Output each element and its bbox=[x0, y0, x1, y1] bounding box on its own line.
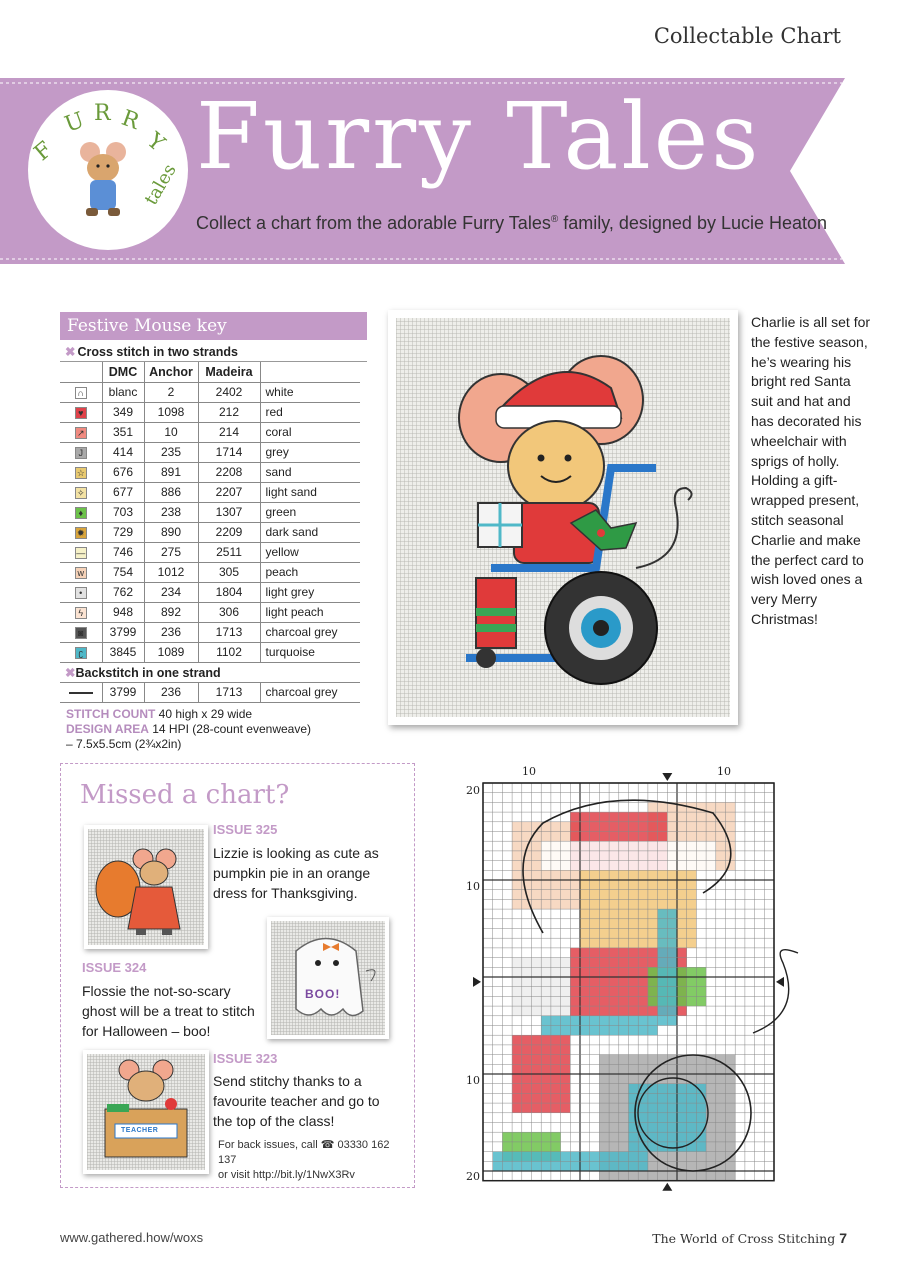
key-title: Festive Mouse key bbox=[60, 312, 367, 340]
dmc-code: 762 bbox=[102, 582, 144, 602]
thread-symbol-icon: ☆ bbox=[60, 462, 102, 482]
colour-name: white bbox=[260, 382, 360, 402]
teacher-mouse-image bbox=[87, 1054, 205, 1170]
flossie-ghost-image bbox=[271, 921, 385, 1035]
anchor-code: 892 bbox=[144, 602, 198, 622]
anchor-code: 886 bbox=[144, 482, 198, 502]
thread-symbol-icon: • bbox=[60, 582, 102, 602]
boo-text: BOO! bbox=[305, 987, 341, 1001]
issue-324-thumbnail bbox=[267, 917, 389, 1039]
backstitch-line-icon bbox=[60, 682, 102, 702]
key-row bbox=[60, 642, 360, 662]
key-row bbox=[60, 482, 360, 502]
madeira-code: 212 bbox=[198, 402, 260, 422]
back-issues-link[interactable]: or visit http://bit.ly/1NwX3Rv bbox=[218, 1169, 355, 1181]
madeira-code: 2208 bbox=[198, 462, 260, 482]
chart-description: Charlie is all set for the festive season, he’s wearing his bright red Santa suit and hat and has decorated his wheelchair with sprigs of holly. Holding a gift-wrapped present, stitch seasonal Charlie and make the perfect card to wish loved ones a very Merry Christmas! bbox=[751, 314, 871, 627]
colour-name: light sand bbox=[260, 482, 360, 502]
svg-text:F: F bbox=[29, 137, 58, 167]
thread-symbol-icon: ϟ bbox=[60, 602, 102, 622]
thread-symbol-icon: ✹ bbox=[60, 522, 102, 542]
dmc-header: DMC bbox=[102, 362, 144, 382]
svg-text:tales: tales bbox=[140, 160, 181, 209]
dmc-code: 729 bbox=[102, 522, 144, 542]
page-number: 7 bbox=[839, 1230, 847, 1246]
colour-name: green bbox=[260, 502, 360, 522]
svg-text:Y: Y bbox=[141, 128, 170, 157]
colour-name: grey bbox=[260, 442, 360, 462]
stitch-info: STITCH COUNT 40 high x 29 wide DESIGN AREA 14 HPI (28-count evenweave) – 7.5x5.5cm (2¾x2in) bbox=[66, 707, 366, 752]
madeira-code: 1307 bbox=[198, 502, 260, 522]
thread-key bbox=[60, 312, 367, 703]
colour-name: light grey bbox=[260, 582, 360, 602]
cross-icon: ✖ bbox=[65, 345, 76, 359]
issue-324-text: Flossie the not-so-scary ghost will be a treat to stitch for Halloween – boo! bbox=[82, 983, 255, 1039]
backstitch-name: charcoal grey bbox=[260, 682, 360, 702]
key-row bbox=[60, 442, 360, 462]
key-row bbox=[60, 382, 360, 402]
thread-symbol-icon: ↗ bbox=[60, 422, 102, 442]
backstitch-heading-row bbox=[60, 662, 360, 682]
design-area: 14 HPI (28-count evenweave) bbox=[152, 722, 312, 736]
colour-name: turquoise bbox=[260, 642, 360, 662]
anchor-code: 1089 bbox=[144, 642, 198, 662]
stitched-photo bbox=[388, 310, 738, 725]
key-rows bbox=[60, 382, 360, 662]
key-table bbox=[60, 362, 360, 703]
anchor-code: 1012 bbox=[144, 562, 198, 582]
charlie-mouse-image bbox=[396, 318, 730, 717]
key-row bbox=[60, 562, 360, 582]
key-row bbox=[60, 622, 360, 642]
anchor-code: 890 bbox=[144, 522, 198, 542]
backstitch-dmc: 3799 bbox=[102, 682, 144, 702]
madeira-code: 214 bbox=[198, 422, 260, 442]
colour-name: sand bbox=[260, 462, 360, 482]
page-title: Furry Tales bbox=[196, 83, 762, 190]
anchor-code: 10 bbox=[144, 422, 198, 442]
anchor-code: 2 bbox=[144, 382, 198, 402]
key-header-row bbox=[60, 362, 360, 382]
dmc-code: 677 bbox=[102, 482, 144, 502]
backstitch-row bbox=[60, 682, 360, 702]
key-row bbox=[60, 462, 360, 482]
chart-top-label-1: 10 bbox=[522, 765, 536, 778]
thread-symbol-icon: J bbox=[60, 442, 102, 462]
dmc-code: blanc bbox=[102, 382, 144, 402]
key-row bbox=[60, 542, 360, 562]
colour-name: dark sand bbox=[260, 522, 360, 542]
issue-325-thumbnail bbox=[84, 825, 208, 949]
colour-name: coral bbox=[260, 422, 360, 442]
madeira-code: 2209 bbox=[198, 522, 260, 542]
anchor-code: 1098 bbox=[144, 402, 198, 422]
symbol-header bbox=[60, 362, 102, 382]
anchor-header: Anchor bbox=[144, 362, 198, 382]
chart-left-label-4: 20 bbox=[466, 1170, 480, 1183]
backstitch-heading: ✖Backstitch in one strand bbox=[60, 662, 360, 682]
chart-left-label-2: 10 bbox=[466, 880, 480, 893]
key-row bbox=[60, 602, 360, 622]
dmc-code: 414 bbox=[102, 442, 144, 462]
teacher-sign-text: TEACHER bbox=[121, 1127, 159, 1134]
anchor-code: 234 bbox=[144, 582, 198, 602]
madeira-code: 1804 bbox=[198, 582, 260, 602]
madeira-code: 2207 bbox=[198, 482, 260, 502]
colour-header bbox=[260, 362, 360, 382]
dmc-code: 754 bbox=[102, 562, 144, 582]
anchor-code: 275 bbox=[144, 542, 198, 562]
issue-325-label: ISSUE 325 bbox=[213, 822, 278, 837]
issue-323-label: ISSUE 323 bbox=[213, 1051, 278, 1066]
lizzie-mouse-image bbox=[88, 829, 204, 945]
dmc-code: 746 bbox=[102, 542, 144, 562]
backstitch-anchor: 236 bbox=[144, 682, 198, 702]
issue-325-text: Lizzie is looking as cute as pumpkin pie in an orange dress for Thanksgiving. bbox=[213, 845, 379, 901]
page-subtitle: Collect a chart from the adorable Furry Tales® family, designed by Lucie Heaton bbox=[196, 213, 828, 233]
dmc-code: 349 bbox=[102, 402, 144, 422]
dmc-code: 3845 bbox=[102, 642, 144, 662]
svg-text:R: R bbox=[94, 101, 111, 126]
svg-text:U: U bbox=[61, 107, 88, 138]
colour-name: yellow bbox=[260, 542, 360, 562]
madeira-code: 306 bbox=[198, 602, 260, 622]
madeira-code: 1102 bbox=[198, 642, 260, 662]
colour-name: charcoal grey bbox=[260, 622, 360, 642]
key-row bbox=[60, 522, 360, 542]
issue-324-label: ISSUE 324 bbox=[82, 960, 147, 975]
chart-grid bbox=[440, 765, 820, 1205]
issue-323-text: Send stitchy thanks to a favourite teacher and go to the top of the class! bbox=[213, 1073, 380, 1129]
thread-symbol-icon: ∩ bbox=[60, 382, 102, 402]
cross-icon: ✖ bbox=[65, 665, 76, 680]
dmc-code: 703 bbox=[102, 502, 144, 522]
mouse-logo-icon bbox=[28, 90, 188, 250]
key-row bbox=[60, 422, 360, 442]
madeira-header: Madeira bbox=[198, 362, 260, 382]
thread-symbol-icon: ʗ bbox=[60, 642, 102, 662]
dmc-code: 948 bbox=[102, 602, 144, 622]
missed-title: Missed a chart? bbox=[80, 780, 290, 810]
thread-symbol-icon: ♥ bbox=[60, 402, 102, 422]
design-area-size: – 7.5x5.5cm (2¾x2in) bbox=[66, 737, 182, 751]
chart-top-label-2: 10 bbox=[717, 765, 731, 778]
issue-323-thumbnail bbox=[83, 1050, 209, 1174]
chart-left-label-1: 20 bbox=[466, 784, 480, 797]
stitch-count: 40 high x 29 wide bbox=[158, 707, 253, 721]
backstitch-madeira: 1713 bbox=[198, 682, 260, 702]
madeira-code: 1713 bbox=[198, 622, 260, 642]
madeira-code: 305 bbox=[198, 562, 260, 582]
thread-symbol-icon: w bbox=[60, 562, 102, 582]
madeira-code: 2402 bbox=[198, 382, 260, 402]
key-row bbox=[60, 402, 360, 422]
cross-stitch-heading: ✖ Cross stitch in two strands bbox=[60, 340, 367, 362]
anchor-code: 238 bbox=[144, 502, 198, 522]
dmc-code: 3799 bbox=[102, 622, 144, 642]
colour-name: light peach bbox=[260, 602, 360, 622]
thread-symbol-icon: ◙ bbox=[60, 622, 102, 642]
colour-name: red bbox=[260, 402, 360, 422]
back-issues-info: For back issues, call ☎ 03330 162 137 or visit http://bit.ly/1NwX3Rv bbox=[218, 1138, 408, 1183]
key-row bbox=[60, 502, 360, 522]
footer-magazine: The World of Cross Stitching 7 bbox=[652, 1230, 847, 1246]
thread-symbol-icon: ✧ bbox=[60, 482, 102, 502]
section-label: Collectable Chart bbox=[653, 24, 841, 48]
footer-url[interactable]: www.gathered.how/woxs bbox=[60, 1230, 204, 1245]
cross-stitch-chart bbox=[440, 765, 820, 1205]
anchor-code: 236 bbox=[144, 622, 198, 642]
colour-name: peach bbox=[260, 562, 360, 582]
key-row bbox=[60, 582, 360, 602]
furry-tales-logo bbox=[28, 90, 188, 250]
dmc-code: 676 bbox=[102, 462, 144, 482]
svg-text:R: R bbox=[118, 105, 143, 135]
dmc-code: 351 bbox=[102, 422, 144, 442]
anchor-code: 891 bbox=[144, 462, 198, 482]
madeira-code: 2511 bbox=[198, 542, 260, 562]
thread-symbol-icon: — bbox=[60, 542, 102, 562]
thread-symbol-icon: ♦ bbox=[60, 502, 102, 522]
madeira-code: 1714 bbox=[198, 442, 260, 462]
anchor-code: 235 bbox=[144, 442, 198, 462]
chart-left-label-3: 10 bbox=[466, 1074, 480, 1087]
missed-a-chart-box bbox=[60, 763, 415, 1188]
